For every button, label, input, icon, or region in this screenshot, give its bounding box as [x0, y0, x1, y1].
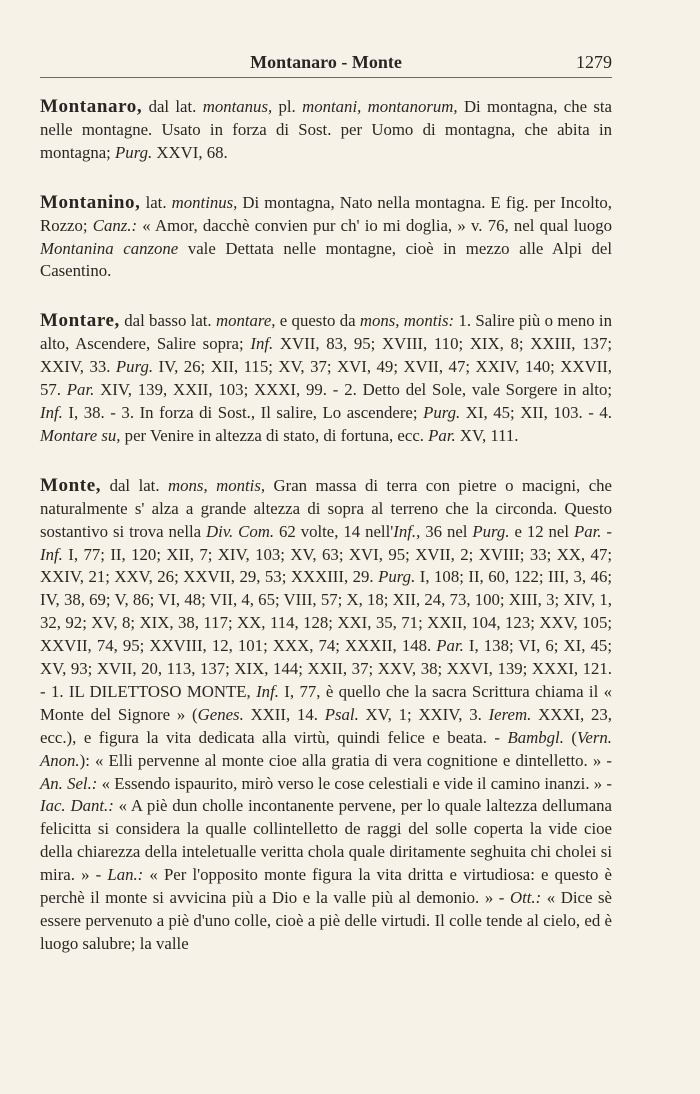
italic-reference: Par.: [66, 380, 95, 400]
italic-reference: Inf.: [40, 544, 63, 564]
entry-text-run: vale Dettata nelle montagne, cioè in mezzo alle Alpi del Casentino.: [40, 238, 612, 281]
running-head: [40, 50, 612, 74]
italic-reference: Bambgl.: [507, 727, 564, 747]
entry-text-run: IV, 26; XII, 115; XV, 37; XVI, 49; XVII, 47; XXIV, 140; XXVII, 57.: [40, 357, 612, 400]
entry-text-run: 62 volte, 14 nell': [274, 521, 394, 541]
italic-reference: Inf.: [250, 334, 274, 354]
italic-reference: montare,: [215, 311, 276, 331]
entry-text-run: Di montagna, che sta nelle montagne. Usato in forza di Sost. per Uomo di montagna, che abita in montagna;: [40, 97, 613, 162]
dictionary-entry: [40, 475, 612, 956]
entry-text-run: dal basso lat.: [119, 311, 216, 331]
italic-reference: Montanina canzone: [40, 238, 179, 258]
italic-reference: Purg.: [378, 567, 416, 587]
entry-text-run: XV, 1; XXIV, 3.: [358, 704, 489, 724]
entry-text-run: « Amor, dacchè convien pur ch' io mi doglia, » v. 76, nel qual luogo: [137, 215, 612, 235]
italic-reference: Genes.: [197, 704, 244, 724]
italic-reference: Purg.: [423, 402, 461, 422]
page-number: 1279: [576, 52, 612, 72]
entry-text-run: « A piè dun cholle incontanente pervene, per lo quale laltezza dellumana felicitta si considera la qualle collintelletto de raggi del solle coperta la vide cioe della chiarezza della inteletualle veritta chola quale diritamente seghuita chi cholei si mira. » -: [40, 796, 612, 885]
entry-text-run: per Venire in altezza di stato, di fortuna, ecc.: [120, 425, 429, 445]
entry-text-run: e questo da: [275, 311, 360, 331]
entry-text-run: XXVI, 68.: [152, 142, 228, 162]
entry-headword: Montanino,: [40, 191, 141, 213]
entry-text-run: I, 38. - 3. In forza di Sost., Il salire, Lo ascendere;: [62, 402, 424, 422]
entry-text-run: « Per l'opposito monte figura la vita dritta e virtudiosa: e questo è perchè il monte si avvicina più a Dio e la valle più al demonio. » -: [40, 865, 613, 908]
entry-text-run: ): « Elli pervenne al monte cioe alla gratia di vera cognitione e dintelletto. » -: [79, 750, 612, 770]
entry-text-run: XIV, 139, XXII, 103; XXXI, 99. - 2. Detto del Sole, vale Sorgere in alto;: [94, 380, 612, 400]
entry-text: [40, 310, 612, 447]
entry-text-run: e 12 nel: [509, 521, 574, 541]
entry-text-run: dal lat.: [142, 97, 203, 116]
dictionary-entry: [40, 310, 612, 447]
italic-reference: montinus,: [171, 192, 238, 212]
dictionary-body: [40, 96, 612, 983]
page-title: Montanaro - Monte: [250, 52, 402, 72]
dictionary-entry: [40, 192, 612, 284]
italic-reference: An. Sel.:: [40, 773, 98, 793]
entry-text: [40, 192, 612, 284]
entry-text-run: -: [601, 521, 612, 541]
italic-reference: Purg.: [472, 521, 510, 541]
italic-reference: Ierem.: [488, 704, 532, 724]
italic-reference: Psal.: [324, 704, 359, 724]
italic-reference: Purg.: [115, 357, 154, 377]
entry-text-run: « Essendo ispaurito, mirò verso le cose celestiali e vide il camino inanzi. » -: [97, 773, 612, 793]
italic-reference: Par.: [428, 425, 456, 445]
entry-headword: Monte,: [40, 474, 102, 496]
italic-reference: Iac. Dant.:: [40, 796, 114, 816]
entry-text-run: Gran massa di terra con pietre o macigni, che naturalmente s' alza a grande altezza di sopra al terreno che la circonda. Questo sostantivo si trova nella: [40, 475, 612, 541]
italic-reference: Lan.:: [107, 865, 144, 885]
entry-text-run: lat.: [140, 192, 172, 212]
entry-text-run: (: [563, 727, 578, 747]
entry-headword: Montanaro,: [40, 96, 143, 117]
italic-reference: Inf.,: [393, 521, 421, 541]
italic-reference: Canz.:: [92, 215, 138, 235]
italic-reference: Ott.:: [509, 888, 542, 908]
italic-reference: Div. Com.: [206, 521, 275, 541]
italic-reference: montani, montanorum,: [302, 97, 458, 116]
entry-text-run: I, 138; VI, 6; XI, 45; XV, 93; XVII, 20, 113, 137; XIX, 144; XXII, 37; XXV, 38; XXVI, 139; XXXI, 121. - 1. IL DILETTOSO MONTE,: [40, 636, 612, 701]
italic-reference: mons, montis,: [168, 475, 266, 495]
italic-reference: Montare su,: [40, 425, 121, 445]
entry-text-run: pl.: [272, 97, 303, 116]
entry-text-run: « Dice sè essere pervenuto a piè d'uno colle, cioè a piè delle virtudi. Il colle tende al cielo, ed è luogo salubre; la valle: [40, 888, 612, 953]
italic-reference: Vern. Anon.: [40, 727, 612, 770]
entry-text-run: I, 108; II, 60, 122; III, 3, 46; IV, 38, 69; V, 86; VI, 48; VII, 4, 65; VIII, 57; X, 18; XII, 24, 73, 100; XIII, 3; XIV, 1, 32, 92; XV, 8; XIX, 38, 117; XX, 114, 128; XXI, 35, 71; XXII, 104, 123; XXV, 105; XXVII, 74, 95; XXVIII, 12, 101; XXX, 74; XXXII, 148.: [40, 567, 612, 656]
italic-reference: Par.: [573, 521, 602, 541]
dictionary-entry: [40, 96, 612, 165]
entry-text-run: XI, 45; XII, 103. - 4.: [460, 402, 612, 422]
italic-reference: montanus,: [202, 97, 273, 116]
italic-reference: Par.: [436, 636, 464, 656]
italic-reference: Purg.: [115, 142, 153, 162]
entry-text-run: Di montagna, Nato nella montagna. E fig. per Incolto, Rozzo;: [40, 192, 613, 235]
entry-text-run: 36 nel: [420, 521, 473, 541]
entry-text-run: 1. Salire più o meno in alto, Ascendere, Salire sopra;: [40, 311, 612, 354]
entry-text-run: I, 77, è quello che la sacra Scrittura chiama il « Monte del Signore » (: [40, 681, 612, 724]
entry-text-run: XV, 111.: [455, 425, 519, 445]
entry-text: [40, 96, 612, 165]
entry-text-run: XXII, 14.: [243, 704, 325, 724]
italic-reference: Inf.: [40, 402, 63, 422]
italic-reference: Inf.: [256, 681, 279, 701]
entry-text: [40, 475, 612, 956]
entry-text-run: dal lat.: [101, 475, 169, 495]
entry-headword: Montare,: [40, 310, 120, 332]
header-rule: [40, 77, 612, 78]
italic-reference: mons, montis:: [359, 311, 455, 331]
entry-text-run: XXXI, 23, ecc.), e figura la vita dedicata alla virtù, quindi felice e beata. -: [40, 704, 612, 747]
entry-text-run: XVII, 83, 95; XVIII, 110; XIX, 8; XXIII, 137; XXIV, 33.: [40, 334, 613, 377]
entry-text-run: I, 77; II, 120; XII, 7; XIV, 103; XV, 63; XVI, 95; XVII, 2; XVIII; 33; XX, 47; XXIV, 21; XXV, 26; XXVII, 29, 53; XXXIII, 29.: [40, 544, 612, 587]
